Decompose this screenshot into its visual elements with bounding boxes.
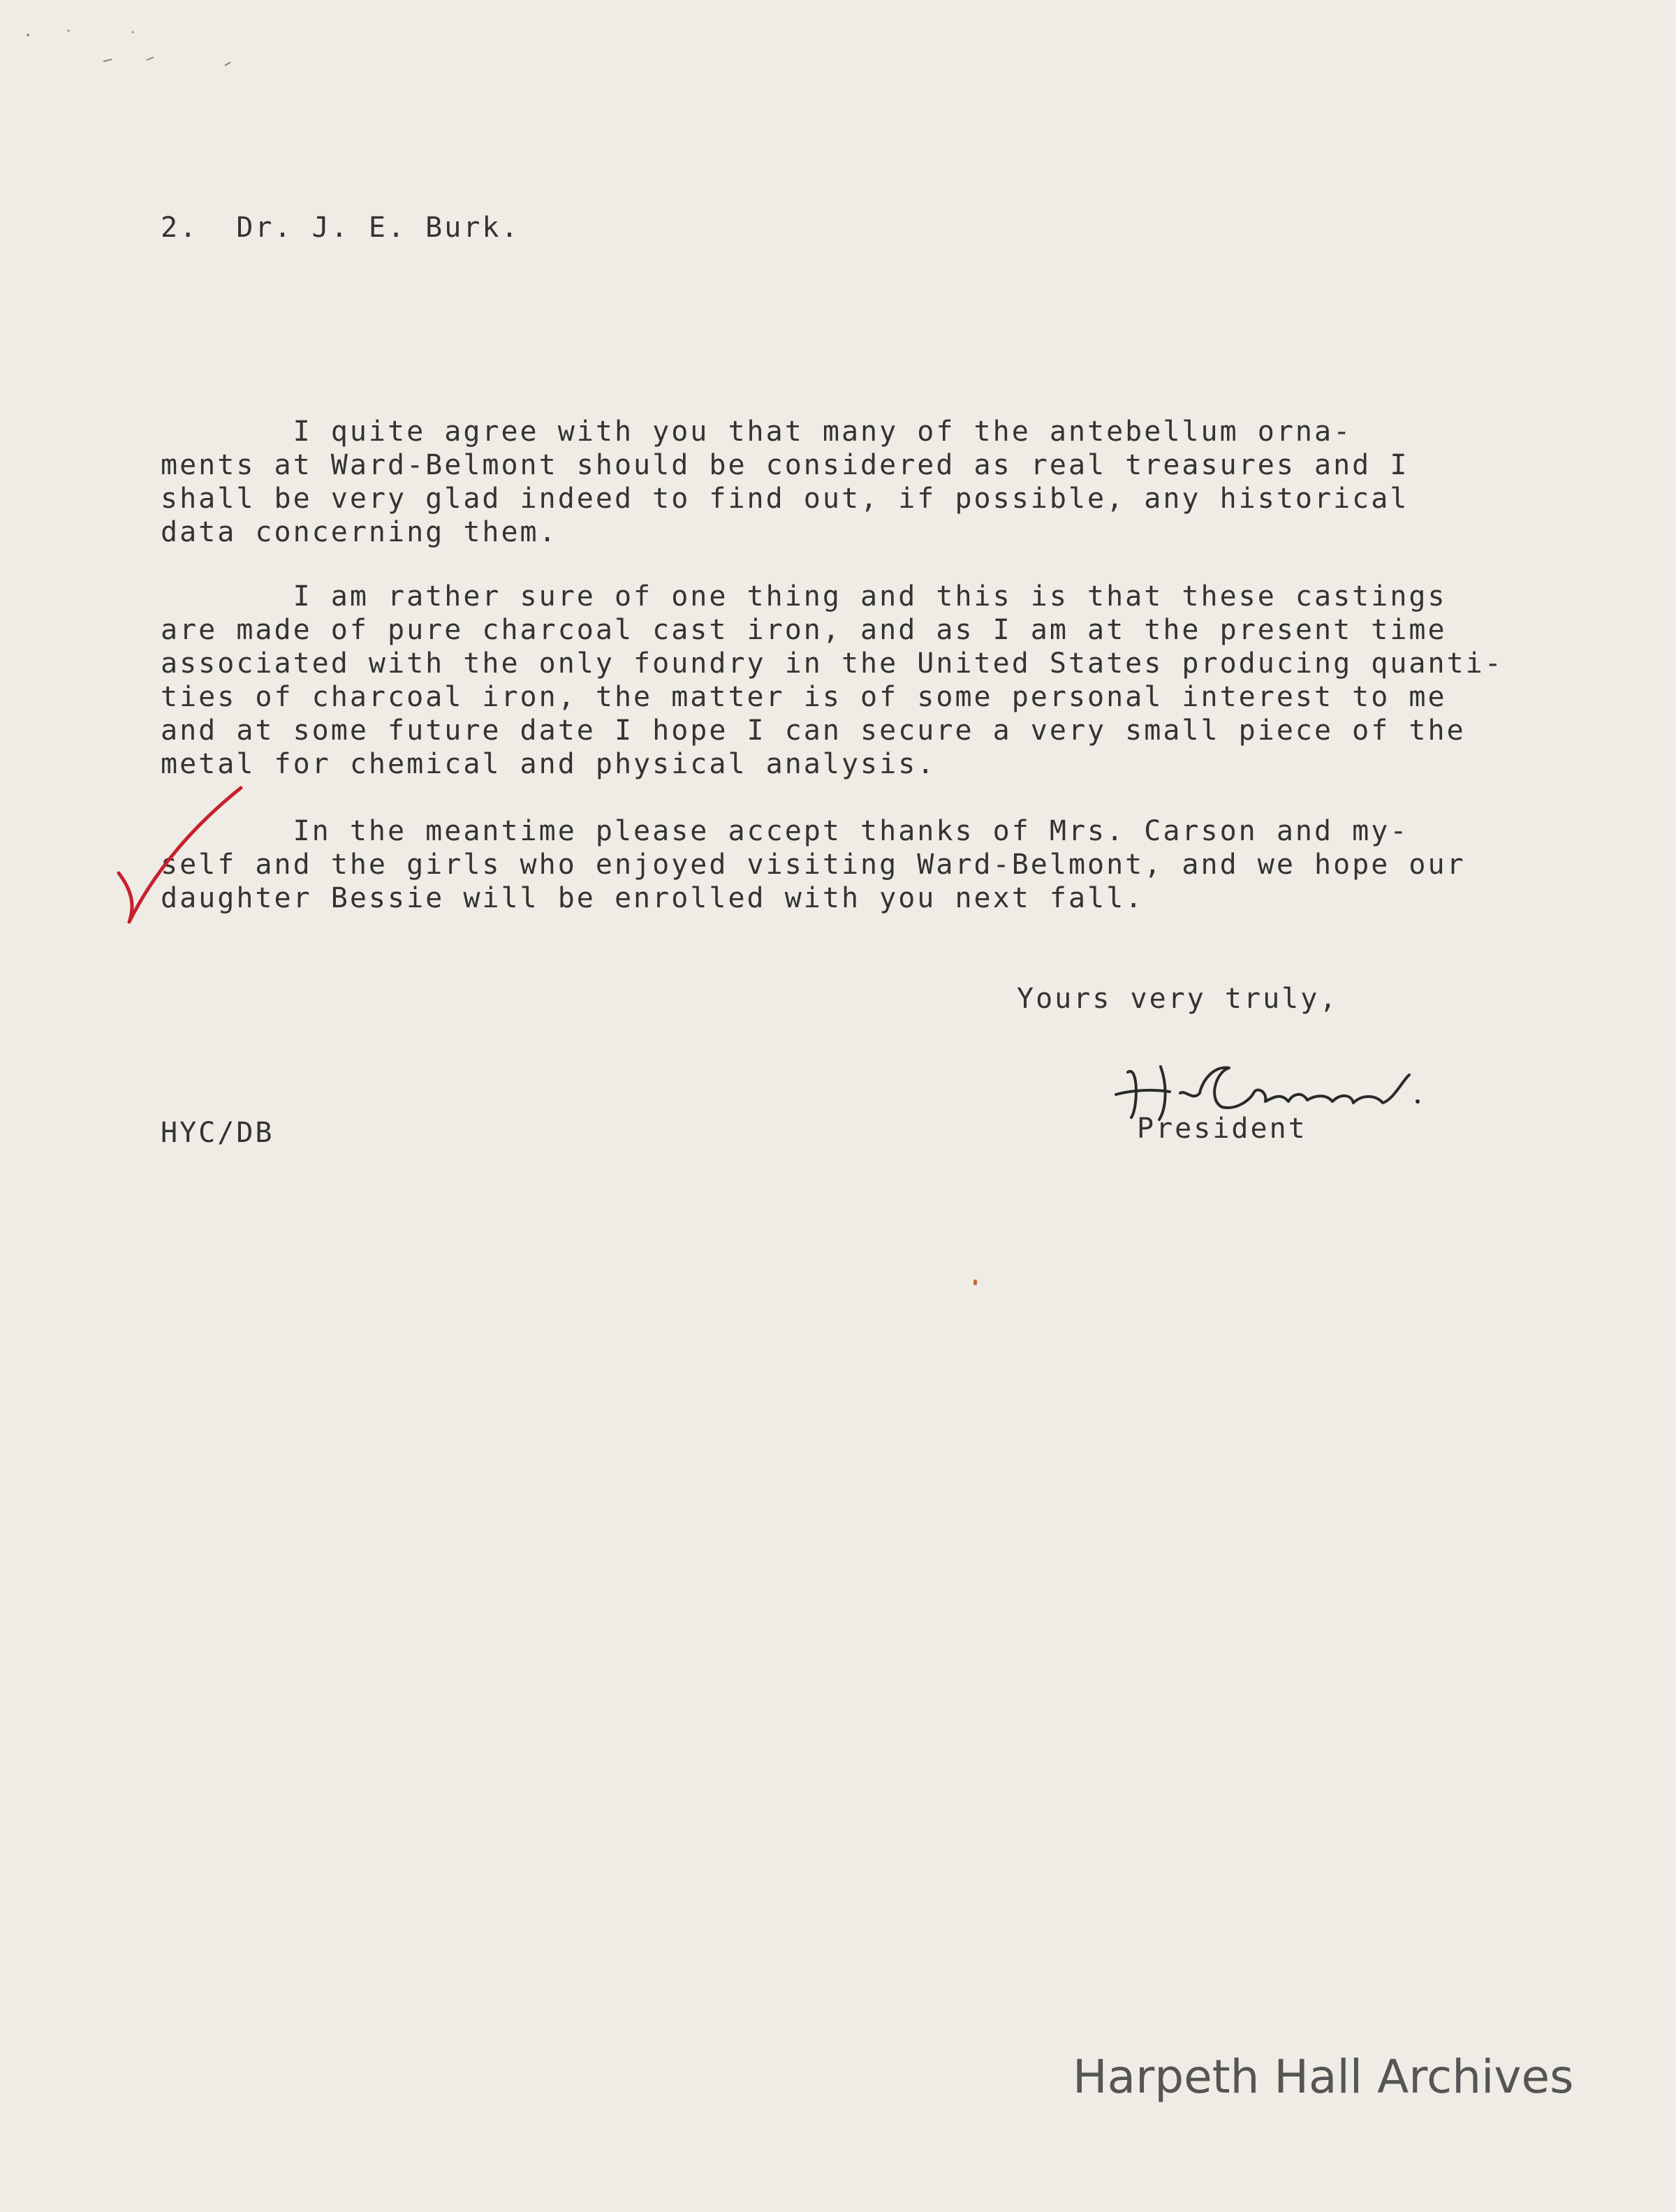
archive-watermark: Harpeth Hall Archives	[1073, 2050, 1574, 2104]
page-header: 2. Dr. J. E. Burk.	[161, 212, 520, 244]
paragraph-2-line: metal for chemical and physical analysis.	[161, 748, 936, 780]
closing: Yours very truly,	[1017, 983, 1339, 1015]
paragraph-2-line: and at some future date I hope I can secure a very small piece of the	[161, 715, 1466, 747]
paragraph-1	[161, 415, 1592, 549]
red-check-mark	[115, 782, 248, 929]
ink-speck	[973, 1280, 977, 1285]
signer-title: President	[1137, 1113, 1307, 1145]
paragraph-1-line: data concerning them.	[161, 516, 558, 548]
paragraph-2-line: I am rather sure of one thing and this is that these castings	[161, 580, 1447, 613]
paragraph-2-line: are made of pure charcoal cast iron, and as I am at the present time	[161, 614, 1447, 646]
paragraph-3	[161, 814, 1592, 915]
paragraph-2	[161, 580, 1592, 781]
paragraph-3-line: In the meantime please accept thanks of Mrs. Carson and my-	[161, 815, 1409, 847]
paragraph-3-line: daughter Bessie will be enrolled with you next fall.	[161, 882, 1145, 914]
reference-initials: HYC/DB	[161, 1117, 274, 1149]
paragraph-1-line: shall be very glad indeed to find out, if possible, any historical	[161, 483, 1409, 515]
paragraph-2-line: ties of charcoal iron, the matter is of some personal interest to me	[161, 681, 1447, 713]
paragraph-3-line: self and the girls who enjoyed visiting Ward-Belmont, and we hope our	[161, 849, 1466, 881]
paragraph-1-line: ments at Ward-Belmont should be considered as real treasures and I	[161, 449, 1409, 481]
paper-specks	[21, 21, 244, 70]
paragraph-2-line: associated with the only foundry in the United States producing quanti-	[161, 647, 1504, 680]
paragraph-1-line: I quite agree with you that many of the antebellum orna-	[161, 416, 1353, 448]
